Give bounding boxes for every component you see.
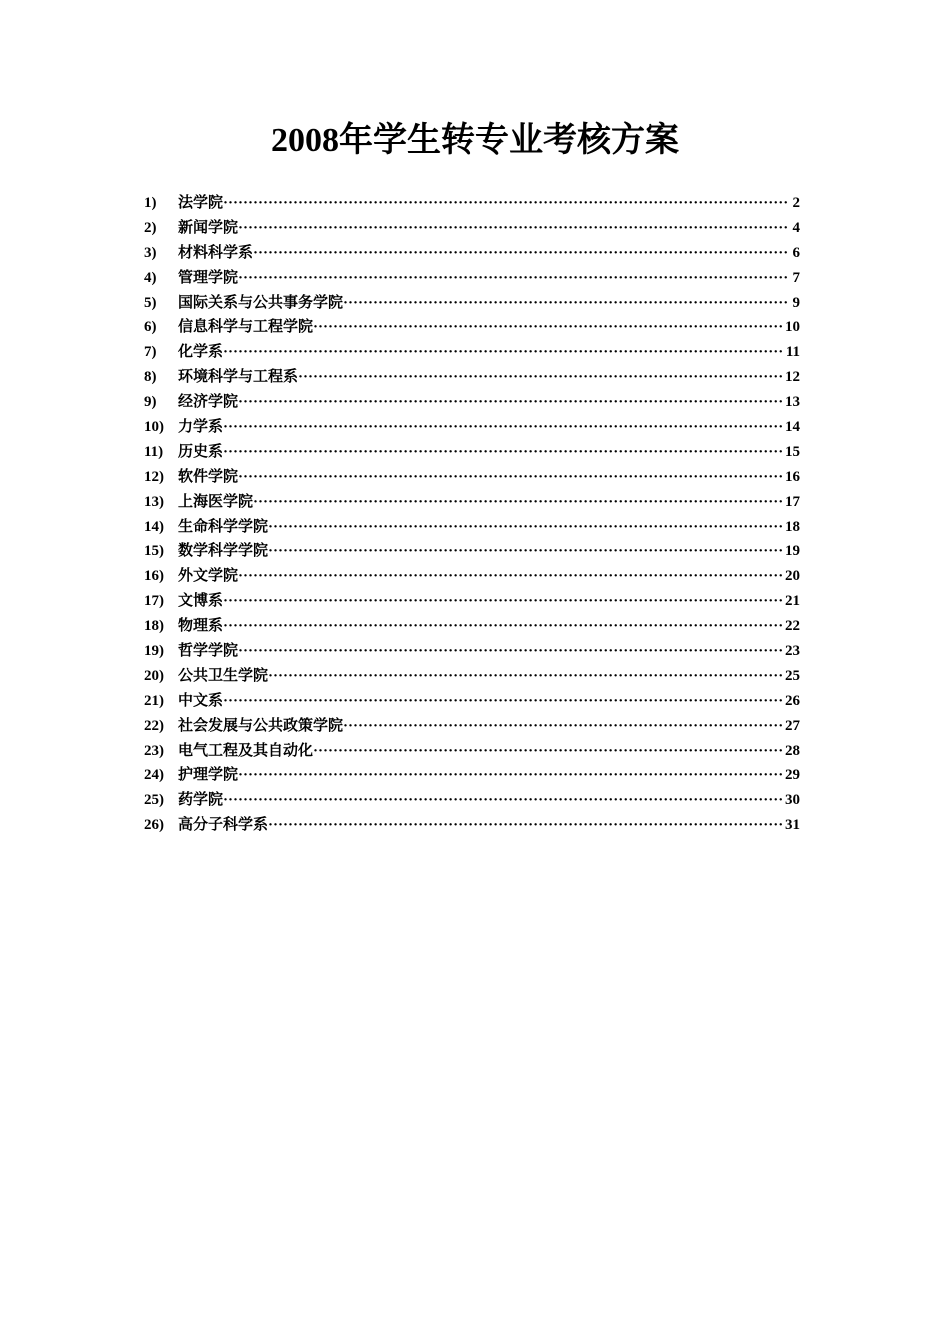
- toc-leader-dots: ··············································································································: [238, 219, 789, 236]
- toc-entry-number: 3): [144, 244, 157, 261]
- toc-leader-dots: ··········································································································: [253, 493, 784, 510]
- toc-entry-number: 8): [144, 369, 157, 386]
- toc-entry-page-number: 26: [785, 692, 800, 709]
- toc-entry[interactable]: [144, 465, 824, 490]
- toc-entry-label: 文博系: [178, 593, 224, 610]
- toc-entry-label: 环境科学与工程系: [178, 369, 299, 386]
- toc-entry-label: 新闻学院: [178, 219, 239, 236]
- toc-entry-label: 物理系: [178, 618, 224, 635]
- toc-entry-page-number: 10: [785, 319, 800, 336]
- toc-entry[interactable]: [144, 689, 824, 714]
- toc-entry-label: 力学系: [178, 419, 224, 436]
- toc-entry-label: 法学院: [178, 195, 224, 211]
- toc-entry-page-number: 17: [785, 493, 800, 510]
- toc-entry-number: 10): [144, 419, 164, 436]
- toc-entry-page-number: 6: [792, 244, 800, 261]
- toc-entry-page-number: 11: [785, 344, 800, 361]
- toc-leader-dots: ················································································································: [223, 792, 784, 809]
- toc-entry[interactable]: [144, 515, 824, 540]
- toc-entry-label: 国际关系与公共事务学院: [178, 294, 344, 311]
- toc-entry-number: 26): [144, 817, 164, 834]
- toc-entry-number: 1): [144, 195, 157, 211]
- toc-entry[interactable]: [144, 266, 824, 291]
- toc-entry[interactable]: [144, 589, 824, 614]
- toc-entry-number: 7): [144, 344, 157, 361]
- toc-entry-number: 2): [144, 219, 157, 236]
- toc-entry-page-number: 31: [785, 817, 800, 834]
- toc-entry-page-number: 12: [785, 369, 800, 386]
- toc-entry-label: 经济学院: [178, 394, 239, 411]
- toc-entry-page-number: 23: [785, 643, 800, 660]
- toc-entry[interactable]: [144, 739, 824, 764]
- toc-entry-page-number: 30: [785, 792, 800, 809]
- toc-entry[interactable]: [144, 788, 824, 813]
- toc-entry[interactable]: [144, 564, 824, 589]
- toc-entry-number: 17): [144, 593, 164, 610]
- toc-entry-page-number: 4: [792, 219, 800, 236]
- toc-entry[interactable]: [144, 390, 824, 415]
- toc-entry-number: 19): [144, 643, 164, 660]
- toc-leader-dots: ·······································································································: [268, 518, 784, 535]
- toc-entry-number: 6): [144, 319, 157, 336]
- toc-entry[interactable]: [144, 241, 824, 266]
- toc-leader-dots: ·············································································································: [238, 767, 784, 784]
- toc-entry-label: 化学系: [178, 344, 224, 361]
- page-title: 2008年学生转专业考核方案: [271, 122, 679, 159]
- toc-leader-dots: ·······································································································: [268, 543, 784, 560]
- toc-leader-dots: ························································································: [343, 717, 784, 734]
- toc-entry-label: 管理学院: [178, 269, 239, 286]
- toc-entry-label: 药学院: [178, 792, 224, 809]
- toc-entry-label: 软件学院: [178, 468, 239, 485]
- toc-entry[interactable]: [144, 365, 824, 390]
- toc-entry[interactable]: [144, 315, 824, 340]
- toc-entry-page-number: 13: [785, 394, 800, 411]
- toc-entry-page-number: 2: [792, 195, 800, 211]
- toc-entry-label: 中文系: [178, 692, 224, 709]
- toc-entry-page-number: 15: [785, 443, 800, 460]
- toc-entry[interactable]: [144, 340, 824, 365]
- toc-entry-label: 材料科学系: [178, 244, 254, 261]
- toc-entry[interactable]: [144, 216, 824, 241]
- toc-entry-page-number: 29: [785, 767, 800, 784]
- toc-leader-dots: ·············································································································: [238, 568, 784, 585]
- toc-entry-number: 9): [144, 394, 157, 411]
- toc-entry-number: 4): [144, 269, 157, 286]
- toc-entry-page-number: 27: [785, 717, 800, 734]
- toc-entry-number: 23): [144, 742, 164, 759]
- toc-entry-page-number: 22: [785, 618, 800, 635]
- toc-entry-number: 22): [144, 717, 164, 734]
- toc-entry-label: 高分子科学系: [178, 817, 269, 834]
- toc-entry-number: 5): [144, 294, 157, 311]
- table-of-contents: [144, 191, 824, 838]
- toc-entry[interactable]: [144, 763, 824, 788]
- toc-leader-dots: ················································································································: [223, 618, 784, 635]
- toc-entry-label: 护理学院: [178, 767, 239, 784]
- toc-leader-dots: ················································································································: [223, 692, 784, 709]
- toc-entry-label: 外文学院: [178, 568, 239, 585]
- toc-entry[interactable]: [144, 415, 824, 440]
- toc-entry-page-number: 19: [785, 543, 800, 560]
- toc-leader-dots: ·············································································································: [238, 643, 784, 660]
- toc-leader-dots: ················································································································: [223, 344, 784, 361]
- toc-entry-number: 24): [144, 767, 164, 784]
- toc-entry[interactable]: [144, 614, 824, 639]
- toc-leader-dots: ·································································································: [298, 369, 784, 386]
- toc-entry[interactable]: [144, 191, 824, 216]
- toc-entry[interactable]: [144, 539, 824, 564]
- toc-entry-label: 历史系: [178, 443, 224, 460]
- toc-leader-dots: ················································································································: [223, 419, 784, 436]
- toc-entry-label: 电气工程及其自动化: [178, 742, 314, 759]
- toc-entry-number: 20): [144, 667, 164, 684]
- toc-leader-dots: ······························································································: [313, 742, 784, 759]
- toc-entry-number: 15): [144, 543, 164, 560]
- toc-entry-page-number: 28: [785, 742, 800, 759]
- toc-entry-label: 数学科学学院: [178, 543, 269, 560]
- toc-leader-dots: ················································································································: [223, 593, 784, 610]
- toc-entry-page-number: 9: [792, 294, 800, 311]
- toc-entry[interactable]: [144, 490, 824, 515]
- toc-entry-page-number: 25: [785, 667, 800, 684]
- toc-leader-dots: ·······································································································: [268, 817, 784, 834]
- toc-entry[interactable]: [144, 440, 824, 465]
- toc-entry-page-number: 14: [785, 419, 800, 436]
- toc-leader-dots: ··············································································································: [238, 269, 789, 286]
- toc-leader-dots: ·························································································: [343, 294, 789, 311]
- toc-entry[interactable]: [144, 813, 824, 838]
- toc-entry-label: 生命科学学院: [178, 518, 269, 535]
- toc-entry-page-number: 7: [792, 269, 800, 286]
- toc-leader-dots: ·······································································································: [268, 667, 784, 684]
- toc-entry-number: 25): [144, 792, 164, 809]
- toc-entry-page-number: 18: [785, 518, 800, 535]
- toc-entry-label: 信息科学与工程学院: [178, 319, 314, 336]
- toc-entry-label: 社会发展与公共政策学院: [178, 717, 344, 734]
- toc-entry-page-number: 21: [785, 593, 800, 610]
- toc-entry-number: 14): [144, 518, 164, 535]
- toc-entry-label: 上海医学院: [178, 493, 254, 510]
- toc-entry-number: 21): [144, 692, 164, 709]
- toc-entry[interactable]: [144, 639, 824, 664]
- toc-leader-dots: ···········································································································: [253, 244, 789, 261]
- toc-entry-number: 16): [144, 568, 164, 585]
- toc-entry[interactable]: [144, 714, 824, 739]
- toc-entry-number: 12): [144, 468, 164, 485]
- toc-entry-number: 11): [144, 443, 164, 460]
- toc-entry-number: 13): [144, 493, 164, 510]
- toc-entry[interactable]: [144, 664, 824, 689]
- toc-leader-dots: ·············································································································: [238, 468, 784, 485]
- toc-leader-dots: ·················································································································: [223, 195, 789, 211]
- toc-leader-dots: ·············································································································: [238, 394, 784, 411]
- toc-entry-page-number: 20: [785, 568, 800, 585]
- toc-entry-label: 哲学学院: [178, 643, 239, 660]
- toc-entry-number: 18): [144, 618, 164, 635]
- toc-entry[interactable]: [144, 291, 824, 316]
- toc-leader-dots: ······························································································: [313, 319, 784, 336]
- toc-entry-page-number: 16: [785, 468, 800, 485]
- toc-leader-dots: ················································································································: [223, 443, 784, 460]
- toc-entry-label: 公共卫生学院: [178, 667, 269, 684]
